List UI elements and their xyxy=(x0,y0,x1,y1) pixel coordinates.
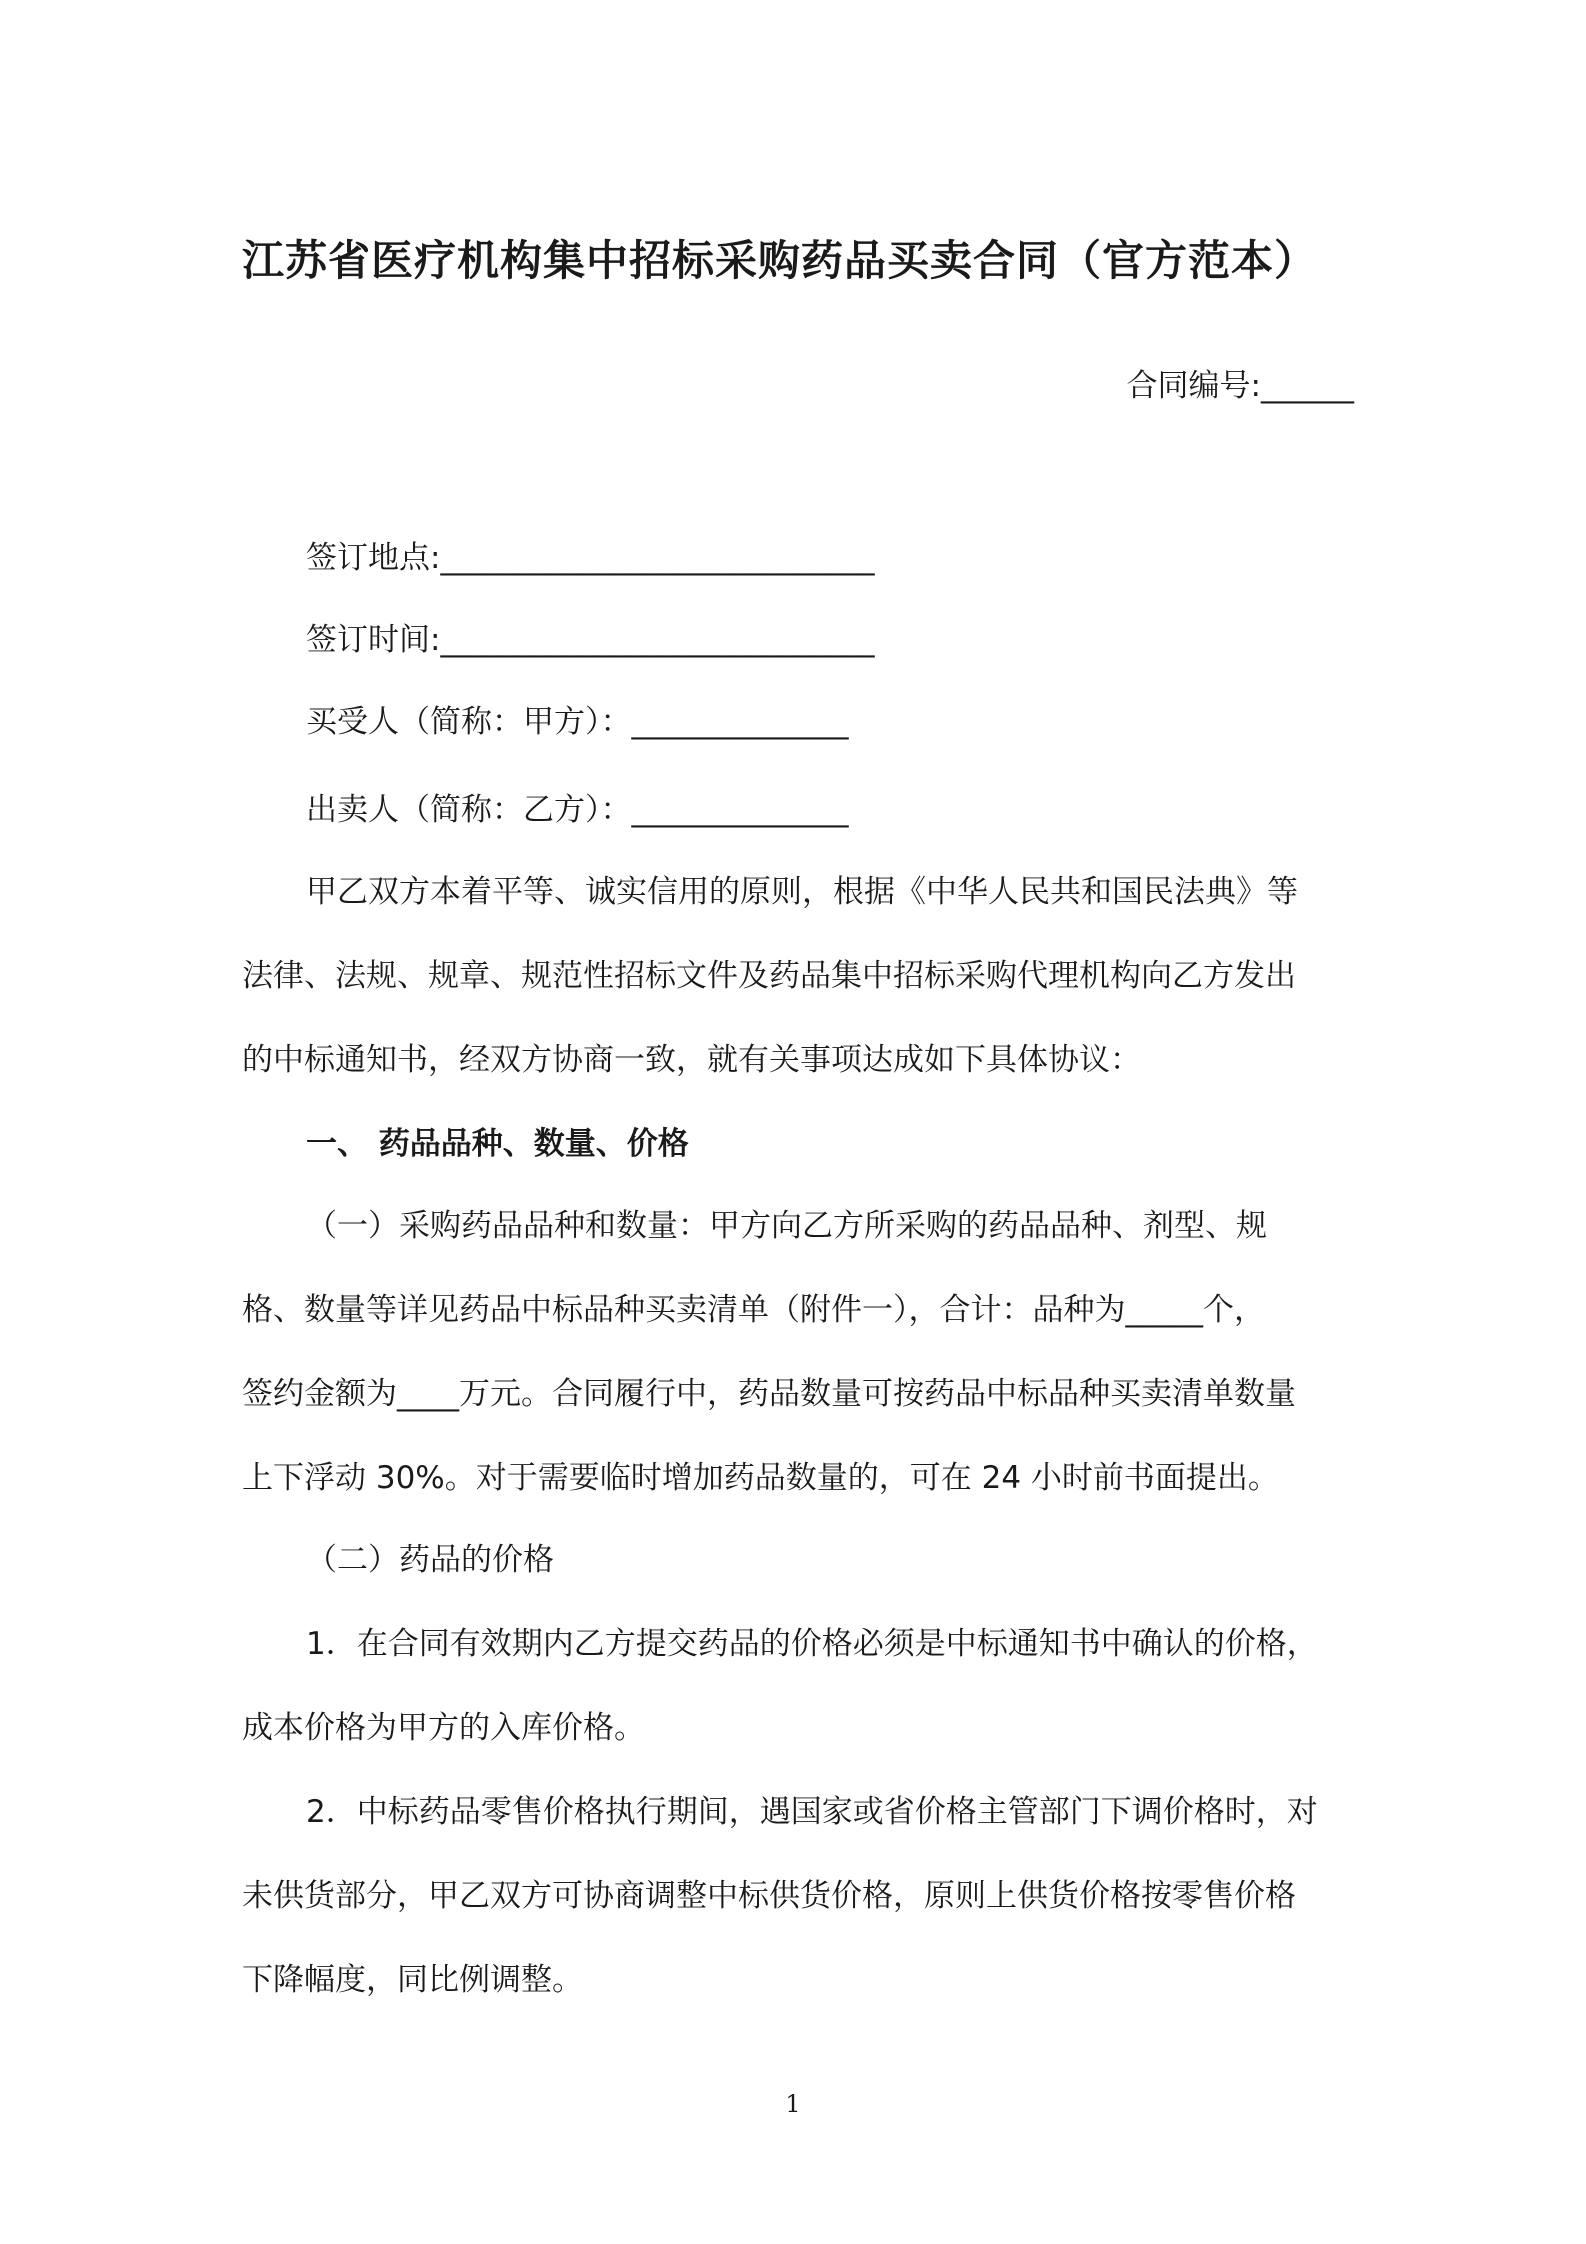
item-2-line-3: 下降幅度，同比例调整。 xyxy=(242,1962,583,1998)
section-1-heading: 一、 药品品种、数量、价格 xyxy=(306,1126,689,1162)
document-title: 江苏省医疗机构集中招标采购药品买卖合同（官方范本） xyxy=(242,236,1318,285)
clause-1-line-2: 格、数量等详见药品中标品种买卖清单（附件一），合计：品种为_____个， xyxy=(242,1292,1265,1328)
intro-line-1: 甲乙双方本着平等、诚实信用的原则，根据《中华人民共和国民法典》等 xyxy=(306,874,1298,910)
contract-number-field: 合同编号:______ xyxy=(1126,368,1354,404)
clause-1-line-1: （一）采购药品品种和数量：甲方向乙方所采购的药品品种、剂型、规 xyxy=(306,1208,1267,1244)
sign-time-field: 签订时间:____________________________ xyxy=(306,622,875,658)
intro-line-3: 的中标通知书，经双方协商一致，就有关事项达成如下具体协议： xyxy=(242,1042,1141,1078)
sign-place-field: 签订地点:____________________________ xyxy=(306,540,875,576)
intro-line-2: 法律、法规、规章、规范性招标文件及药品集中招标采购代理机构向乙方发出 xyxy=(242,958,1296,994)
item-2-line-2: 未供货部分，甲乙双方可协商调整中标供货价格，原则上供货价格按零售价格 xyxy=(242,1878,1296,1914)
clause-1-line-4: 上下浮动 30%。对于需要临时增加药品数量的，可在 24 小时前书面提出。 xyxy=(242,1460,1279,1496)
clause-2-heading: （二）药品的价格 xyxy=(306,1542,554,1578)
item-1-line-1: 1．在合同有效期内乙方提交药品的价格必须是中标通知书中确认的价格， xyxy=(306,1626,1318,1662)
clause-1-line-3: 签约金额为____万元。合同履行中，药品数量可按药品中标品种买卖清单数量 xyxy=(242,1376,1296,1412)
item-1-line-2: 成本价格为甲方的入库价格。 xyxy=(242,1710,645,1746)
item-2-line-1: 2．中标药品零售价格执行期间，遇国家或省价格主管部门下调价格时，对 xyxy=(306,1794,1318,1830)
page-number: 1 xyxy=(785,2090,801,2118)
seller-field: 出卖人（简称：乙方）：______________ xyxy=(306,792,849,828)
buyer-field: 买受人（简称：甲方）：______________ xyxy=(306,704,849,740)
